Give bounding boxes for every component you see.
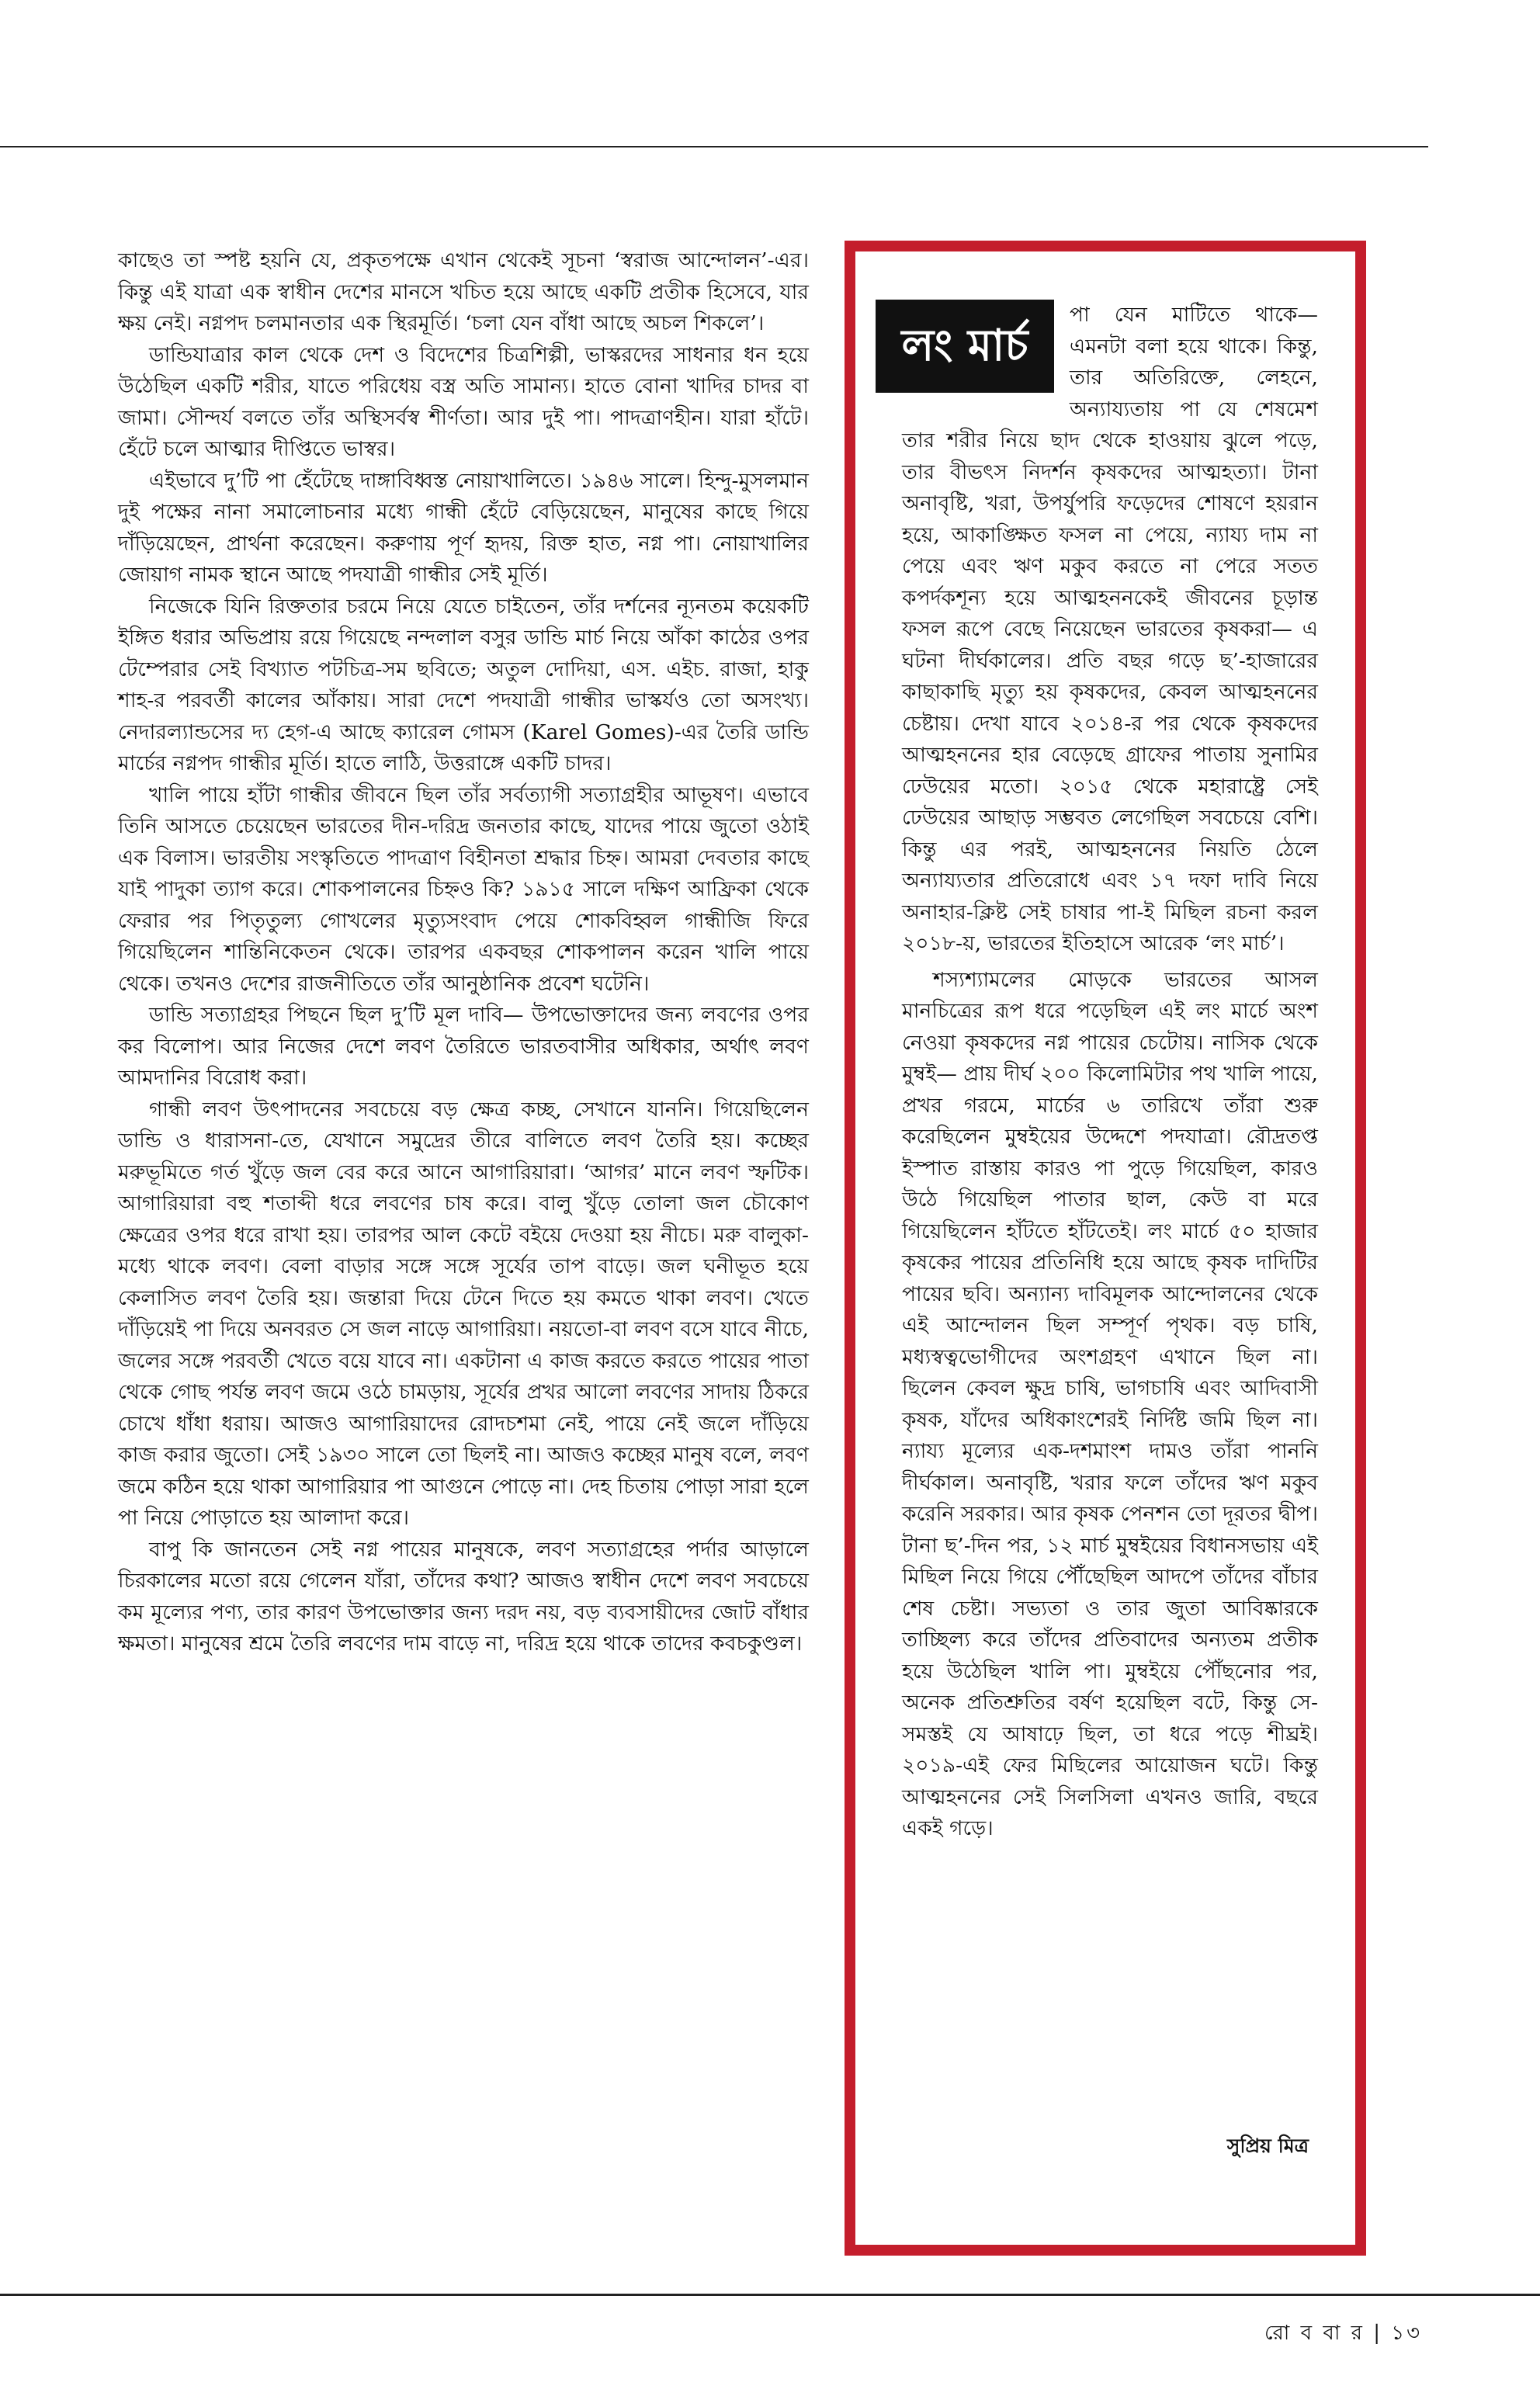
footer-separator: | bbox=[1373, 2322, 1382, 2345]
article-paragraph: খালি পায়ে হাঁটা গান্ধীর জীবনে ছিল তাঁর সর্বত্যাগী সত্যাগ্রহীর আভূষণ। এভাবে তিনি আসতে চেয়েছেন ভারতের দীন-দরিদ্র জনতার কাছে, যাদের পায়ে জুতো ওঠাই এক বিলাস। ভারতীয় সংস্কৃতিতে পাদত্রাণ বিহীনতা শ্রদ্ধার চিহ্ন। আমরা দেবতার কাছে যাই পাদুকা ত্যাগ করে। শোকপালনের চিহ্নও কি? ১৯১৫ সালে দক্ষিণ আফ্রিকা থেকে ফেরার পর পিতৃতুল্য গোখলের মৃত্যুসংবাদ পেয়ে শোকবিহ্বল গান্ধীজি ফিরে গিয়েছিলেন শান্তিনিকেতন থেকে। তারপর একবছর শোকপালন করেন খালি পায়ে থেকে। তখনও দেশের রাজনীতিতে তাঁর আনুষ্ঠানিক প্রবেশ ঘটেনি। bbox=[118, 782, 809, 996]
article-paragraph: ডান্ডিযাত্রার কাল থেকে দেশ ও বিদেশের চিত্রশিল্পী, ভাস্করদের সাধনার ধন হয়ে উঠেছিল একটি শরীর, যাতে পরিধেয় বস্ত্র অতি সামান্য। হাতে বোনা খাদির চাদর বা জামা। সৌন্দর্য বলতে তাঁর অস্থিসর্বস্ব শীর্ণতা। আর দুই পা। পাদত্রাণহীন। যারা হাঁটে। হেঁটে চলে আত্মার দীপ্তিতে ভাস্বর। bbox=[118, 342, 809, 461]
article-paragraph: এইভাবে দু’টি পা হেঁটেছে দাঙ্গাবিধ্বস্ত নোয়াখালিতে। ১৯৪৬ সালে। হিন্দু-মুসলমান দুই পক্ষের নানা সমালোচনার মধ্যে গান্ধী হেঁটে বেড়িয়েছেন, মানুষের কাছে গিয়ে দাঁড়িয়েছেন, প্রার্থনা করেছেন। করুণায় পূর্ণ হৃদয়, রিক্ত হাত, নগ্ন পা। নোয়াখালির জোয়াগ নামক স্থানে আছে পদযাত্রী গান্ধীর সেই মূর্তি। bbox=[118, 468, 809, 587]
article-paragraph: ডান্ডি সত্যাগ্রহর পিছনে ছিল দু’টি মূল দাবি— উপভোক্তাদের জন্য লবণের ওপর কর বিলোপ। আর নিজের দেশে লবণ তৈরিতে ভারতবাসীর অধিকার, অর্থাৎ লবণ আমদানির বিরোধ করা। bbox=[118, 1003, 809, 1090]
sidebar-title: লং মার্চ bbox=[876, 300, 1054, 393]
byline: সুপ্রিয় মিত্র bbox=[1226, 2135, 1309, 2157]
bottom-rule bbox=[0, 2294, 1540, 2296]
article-paragraph: নিজেকে যিনি রিক্ততার চরমে নিয়ে যেতে চাইতেন, তাঁর দর্শনের ন্যূনতম কয়েকটি ইঙ্গিত ধরার অভিপ্রায় রয়ে গিয়েছে নন্দলাল বসুর ডান্ডি মার্চ নিয়ে আঁকা কাঠের ওপর টেম্পেরার সেই বিখ্যাত পটচিত্র-সম ছবিতে; অতুল দোদিয়া, এস. এইচ. রাজা, হাকু শাহ-র পরবর্তী কালের আঁকায়। সারা দেশে পদযাত্রী গান্ধীর ভাস্কর্যও তো অসংখ্য। নেদারল্যান্ডসের দ্য হেগ-এ আছে ক্যারেল গোমস (Karel Gomes)-এর তৈরি ডান্ডি মার্চের নগ্নপদ গান্ধীর মূর্তি। হাতে লাঠি, উত্তরাঙ্গে একটি চাদর। bbox=[118, 594, 809, 775]
top-rule bbox=[0, 146, 1428, 147]
sidebar-paragraph: শস্যশ্যামলের মোড়কে ভারতের আসল মানচিত্রের রূপ ধরে পড়েছিল এই লং মার্চে অংশ নেওয়া কৃষকদের নগ্ন পায়ের চেটোয়। নাসিক থেকে মুম্বই— প্রায় দীর্ঘ ২০০ কিলোমিটার পথ খালি পায়ে, প্রখর গরমে, মার্চের ৬ তারিখে তাঁরা শুরু করেছিলেন মুম্বইয়ের উদ্দেশে পদযাত্রা। রৌদ্রতপ্ত ইস্পাত রাস্তায় কারও পা পুড়ে গিয়েছিল, কারও উঠে গিয়েছিল পাতার ছাল, কেউ বা মরে গিয়েছিলেন হাঁটতে হাঁটতেই। লং মার্চে ৫০ হাজার কৃষকের পায়ের প্রতিনিধি হয়ে আছে কৃষক দাদিটির পায়ের ছবি। অন্যান্য দাবিমূলক আন্দোলনের থেকে এই আন্দোলন ছিল সম্পূর্ণ পৃথক। বড় চাষি, মধ্যস্বত্বভোগীদের অংশগ্রহণ এখানে ছিল না। ছিলেন কেবল ক্ষুদ্র চাষি, ভাগচাষি এবং আদিবাসী কৃষক, যাঁদের অধিকাংশেরই নির্দিষ্ট জমি ছিল না। ন্যায্য মূল্যের এক-দশমাংশ দামও তাঁরা পাননি দীর্ঘকাল। অনাবৃষ্টি, খরার ফলে তাঁদের ঋণ মকুব করেনি সরকার। আর কৃষক পেনশন তো দূরতর দ্বীপ। টানা ছ’-দিন পর, ১২ মার্চ মুম্বইয়ের বিধানসভায় এই মিছিল নিয়ে গিয়ে পৌঁছেছিল আদপে তাঁদের বাঁচার শেষ চেষ্টা। সভ্যতা ও তার জুতা আবিষ্কারকে তাচ্ছিল্য করে তাঁদের প্রতিবাদের অন্যতম প্রতীক হয়ে উঠেছিল খালি পা। মুম্বইয়ে পৌঁছনোর পর, অনেক প্রতিশ্রুতির বর্ষণ হয়েছিল বটে, কিন্তু সে-সমস্তই যে আষাঢ়ে ছিল, তা ধরে পড়ে শীঘ্রই। ২০১৯-এই ফের মিছিলের আয়োজন ঘটে। কিন্তু আত্মহননের সেই সিলসিলা এখনও জারি, বছরে একই গড়ে। bbox=[902, 967, 1318, 1840]
article-paragraph: কাছেও তা স্পষ্ট হয়নি যে, প্রকৃতপক্ষে এখান থেকেই সূচনা ‘স্বরাজ আন্দোলন’-এর। কিন্তু এই যাত্রা এক স্বাধীন দেশের মানসে খচিত হয়ে আছে একটি প্রতীক হিসেবে, যার ক্ষয় নেই। নগ্নপদ চলমানতার এক স্থিরমূর্তি। ‘চলা যেন বাঁধা আছে অচল শিকলে’। bbox=[118, 248, 809, 335]
article-paragraph: বাপু কি জানতেন সেই নগ্ন পায়ের মানুষকে, লবণ সত্যাগ্রহের পর্দার আড়ালে চিরকালের মতো রয়ে গেলেন যাঁরা, তাঁদের কথা? আজও স্বাধীন দেশে লবণ সবচেয়ে কম মূল্যের পণ্য, তার কারণ উপভোক্তার জন্য দরদ নয়, বড় ব্যবসায়ীদের জোট বাঁধার ক্ষমতা। মানুষের শ্রমে তৈরি লবণের দাম বাড়ে না, দরিদ্র হয়ে থাকে তাদের কবচকুণ্ডল। bbox=[118, 1537, 809, 1656]
sidebar-content bbox=[902, 300, 1318, 1845]
sidebar-paragraph: পা যেন মাটিতে থাকে— এমনটা বলা হয়ে থাকে। কিন্তু, তার অতিরিক্তে, লেহনে, অন্যায্যতায় পা যে শেষমেশ তার শরীর নিয়ে ছাদ থেকে হাওয়ায় ঝুলে পড়ে, তার বীভৎস নিদর্শন কৃষকদের আত্মহত্যা। টানা অনাবৃষ্টি, খরা, উপর্যুপরি ফড়েদের শোষণে হয়রান হয়ে, আকাঙ্ক্ষিত ফসল না পেয়ে, ন্যায্য দাম না পেয়ে এবং ঋণ মকুব করতে না পেরে সতত কপর্দকশূন্য হয়ে আত্মহননকেই জীবনের চূড়ান্ত ফসল রূপে বেছে নিয়েছেন ভারতের কৃষকরা— এ ঘটনা দীর্ঘকালের। প্রতি বছর গড়ে ছ’-হাজারের কাছাকাছি মৃত্যু হয় কৃষকদের, কেবল আত্মহননের চেষ্টায়। দেখা যাবে ২০১৪-র পর থেকে কৃষকদের আত্মহননের হার বেড়েছে গ্রাফের পাতায় সুনামির ঢেউয়ের মতো। ২০১৫ থেকে মহারাষ্ট্রে সেই ঢেউয়ের আছাড় সম্ভবত লেগেছিল সবচেয়ে বেশি। কিন্তু এর পরই, আত্মহননের নিয়তি ঠেলে অন্যায্যতার প্রতিরোধে এবং ১৭ দফা দাবি নিয়ে অনাহার-ক্লিষ্ট সেই চাষার পা-ই মিছিল রচনা করল ২০১৮-য়, ভারতের ইতিহাসে আরেক ‘লং মার্চ’। bbox=[902, 303, 1318, 955]
page-footer bbox=[1264, 2317, 1422, 2351]
page-number: ১৩ bbox=[1391, 2322, 1422, 2345]
publication-name: রো ব বা র bbox=[1264, 2322, 1365, 2345]
article-paragraph: গান্ধী লবণ উৎপাদনের সবচেয়ে বড় ক্ষেত্র কচ্ছ, সেখানে যাননি। গিয়েছিলেন ডান্ডি ও ধারাসনা-তে, যেখানে সমুদ্রের তীরে বালিতে লবণ তৈরি হয়। কচ্ছের মরুভূমিতে গর্ত খুঁড়ে জল বের করে আনে আগারিয়ারা। ‘আগর’ মানে লবণ স্ফটিক। আগারিয়ারা বহু শতাব্দী ধরে লবণের চাষ করে। বালু খুঁড়ে তোলা জল চৌকোণ ক্ষেত্রের ওপর ধরে রাখা হয়। তারপর আল কেটে বইয়ে দেওয়া হয় নীচে। মরু বালুকা-মধ্যে থাকে লবণ। বেলা বাড়ার সঙ্গে সঙ্গে সূর্যের তাপ বাড়ে। জল ঘনীভূত হয়ে কেলাসিত লবণ তৈরি হয়। জন্তারা দিয়ে টেনে দিতে হয় কমতে থাকা লবণ। খেতে দাঁড়িয়েই পা দিয়ে অনবরত সে জল নাড়ে আগারিয়া। নয়তো-বা লবণ বসে যাবে নীচে, জলের সঙ্গে পরবর্তী খেতে বয়ে যাবে না। একটানা এ কাজ করতে করতে পায়ের পাতা থেকে গোছ পর্যন্ত লবণ জমে ওঠে চামড়ায়, সূর্যের প্রখর আলো লবণের সাদায় ঠিকরে চোখে ধাঁধা ধরায়। আজও আগারিয়াদের রোদচশমা নেই, পায়ে নেই জলে দাঁড়িয়ে কাজ করার জুতো। সেই ১৯৩০ সালে তো ছিলই না। আজও কচ্ছের মানুষ বলে, লবণ জমে কঠিন হয়ে থাকা আগারিয়ার পা আগুনে পোড়ে না। দেহ চিতায় পোড়া সারা হলে পা নিয়ে পোড়াতে হয় আলাদা করে। bbox=[118, 1097, 809, 1530]
main-article-column bbox=[118, 245, 809, 1660]
sidebar-box bbox=[845, 241, 1366, 2256]
